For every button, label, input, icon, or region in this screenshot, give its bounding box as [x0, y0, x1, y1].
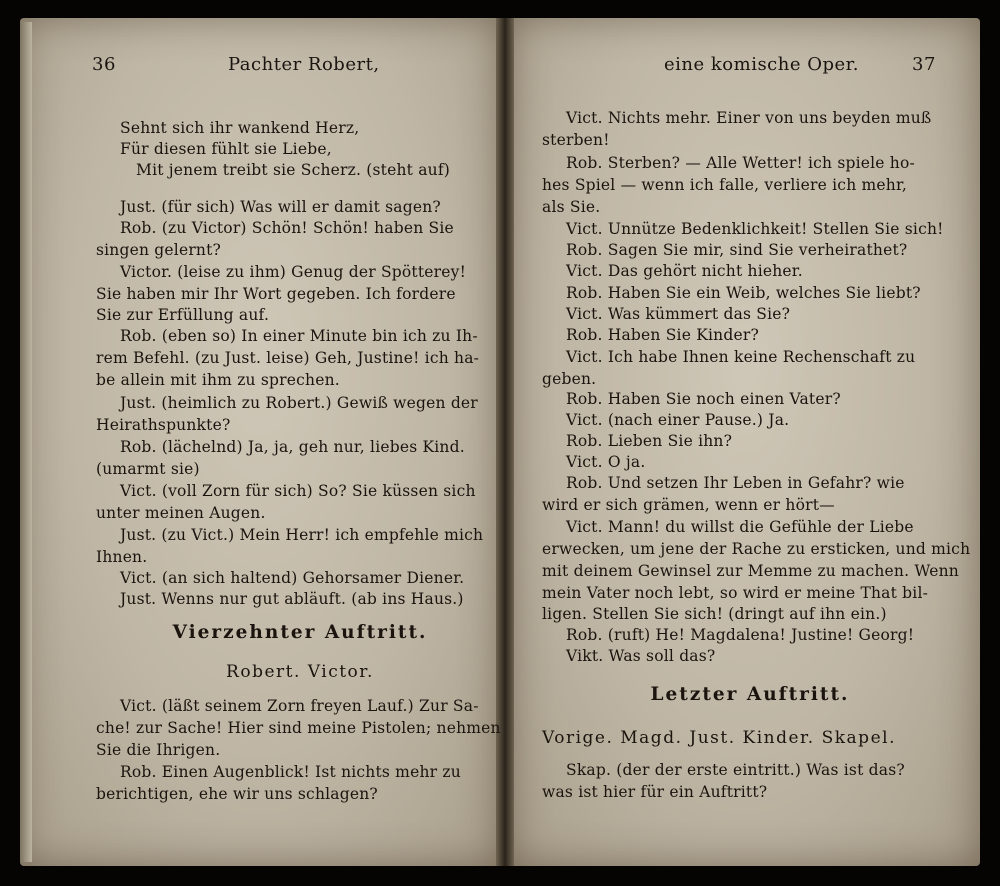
text-line: Vict. (läßt seinem Zorn freyen Lauf.) Zur Sa- [120, 697, 479, 715]
text-line: Rob. (ruft) He! Magdalena! Justine! Georg! [566, 626, 915, 644]
text-line: unter meinen Augen. [96, 504, 266, 522]
text-line: Vict. (voll Zorn für sich) So? Sie küssen sich [120, 482, 476, 500]
text-line: Just. (für sich) Was will er damit sagen? [120, 198, 441, 216]
text-line: Rob. (eben so) In einer Minute bin ich zu Ih- [120, 327, 478, 345]
text-line: Rob. Und setzen Ihr Leben in Gefahr? wie [566, 474, 905, 492]
page-edge [20, 22, 32, 862]
text-line: Vict. Das gehört nicht hieher. [566, 262, 803, 280]
text-line: hes Spiel — wenn ich falle, verliere ich mehr, [542, 176, 907, 194]
text-line: was ist hier für ein Auftritt? [542, 783, 768, 801]
text-line: Vict. Unnütze Bedenklichkeit! Stellen Sie sich! [566, 220, 944, 238]
text-line: Rob. Lieben Sie ihn? [566, 432, 733, 450]
left-running-head: Pachter Robert, [228, 54, 380, 75]
text-line: che! zur Sache! Hier sind meine Pistolen; nehmen [96, 719, 501, 737]
text-line: rem Befehl. (zu Just. leise) Geh, Justine! ich ha- [96, 349, 480, 367]
text-line: Just. Wenns nur gut abläuft. (ab ins Haus.) [120, 590, 464, 608]
text-line: Just. (heimlich zu Robert.) Gewiß wegen der [120, 394, 478, 412]
text-line: Rob. Sagen Sie mir, sind Sie verheirathet? [566, 241, 908, 259]
text-line: Victor. (leise zu ihm) Genug der Spötterey! [120, 263, 467, 281]
text-line: Rob. Sterben? — Alle Wetter! ich spiele ho- [566, 154, 915, 172]
text-line: Rob. (lächelnd) Ja, ja, geh nur, liebes Kind. [120, 438, 465, 456]
text-line: singen gelernt? [96, 241, 222, 259]
text-line: erwecken, um jene der Rache zu ersticken, und mich [542, 540, 971, 558]
text-line: sterben! [542, 131, 610, 149]
text-line: mein Vater noch lebt, so wird er meine That bil- [542, 584, 929, 602]
scene-cast: Vorige. Magd. Just. Kinder. Skapel. [542, 728, 896, 748]
right-page-number: 37 [912, 54, 936, 75]
text-line: Vict. (an sich haltend) Gehorsamer Diener. [120, 569, 465, 587]
text-line: Heirathspunkte? [96, 416, 231, 434]
text-line: mit deinem Gewinsel zur Memme zu machen. Wenn [542, 562, 959, 580]
text-line: geben. [542, 370, 597, 388]
text-line: Rob. Haben Sie Kinder? [566, 326, 759, 344]
text-line: be allein mit ihm zu sprechen. [96, 371, 340, 389]
text-line: Vict. Was kümmert das Sie? [566, 305, 791, 323]
text-line: Vict. Nichts mehr. Einer von uns beyden muß [566, 109, 932, 127]
left-page-number: 36 [92, 54, 116, 75]
scene-title: Letzter Auftritt. [650, 684, 850, 705]
text-line: Sie die Ihrigen. [96, 741, 221, 759]
text-line: Rob. (zu Victor) Schön! Schön! haben Sie [120, 219, 454, 237]
text-line: (umarmt sie) [96, 460, 200, 478]
text-line: als Sie. [542, 198, 601, 216]
text-line: berichtigen, ehe wir uns schlagen? [96, 785, 378, 803]
text-line: Sie haben mir Ihr Wort gegeben. Ich fordere [96, 285, 456, 303]
text-line: Vikt. Was soll das? [566, 647, 716, 665]
text-line: Rob. Haben Sie noch einen Vater? [566, 390, 841, 408]
scene-title: Vierzehnter Auftritt. [172, 622, 428, 643]
text-line: Sehnt sich ihr wankend Herz, [120, 119, 360, 137]
text-line: Vict. (nach einer Pause.) Ja. [566, 411, 790, 429]
text-line: Für diesen fühlt sie Liebe, [120, 140, 332, 158]
text-line: Vict. O ja. [566, 453, 646, 471]
text-line: ligen. Stellen Sie sich! (dringt auf ihn ein.) [542, 605, 887, 623]
text-line: Ihnen. [96, 548, 148, 566]
scene-cast: Robert. Victor. [226, 662, 374, 682]
text-line: Just. (zu Vict.) Mein Herr! ich empfehle mich [120, 526, 484, 544]
text-line: wird er sich grämen, wenn er hört— [542, 496, 835, 514]
text-line: Rob. Einen Augenblick! Ist nichts mehr zu [120, 763, 461, 781]
text-line: Vict. Ich habe Ihnen keine Rechenschaft zu [566, 348, 916, 366]
text-line: Mit jenem treibt sie Scherz. (steht auf) [136, 161, 451, 179]
right-running-head: eine komische Oper. [664, 54, 860, 75]
text-line: Sie zur Erfüllung auf. [96, 306, 270, 324]
text-line: Vict. Mann! du willst die Gefühle der Liebe [566, 518, 914, 536]
text-line: Skap. (der der erste eintritt.) Was ist das? [566, 761, 905, 779]
text-line: Rob. Haben Sie ein Weib, welches Sie liebt? [566, 284, 921, 302]
